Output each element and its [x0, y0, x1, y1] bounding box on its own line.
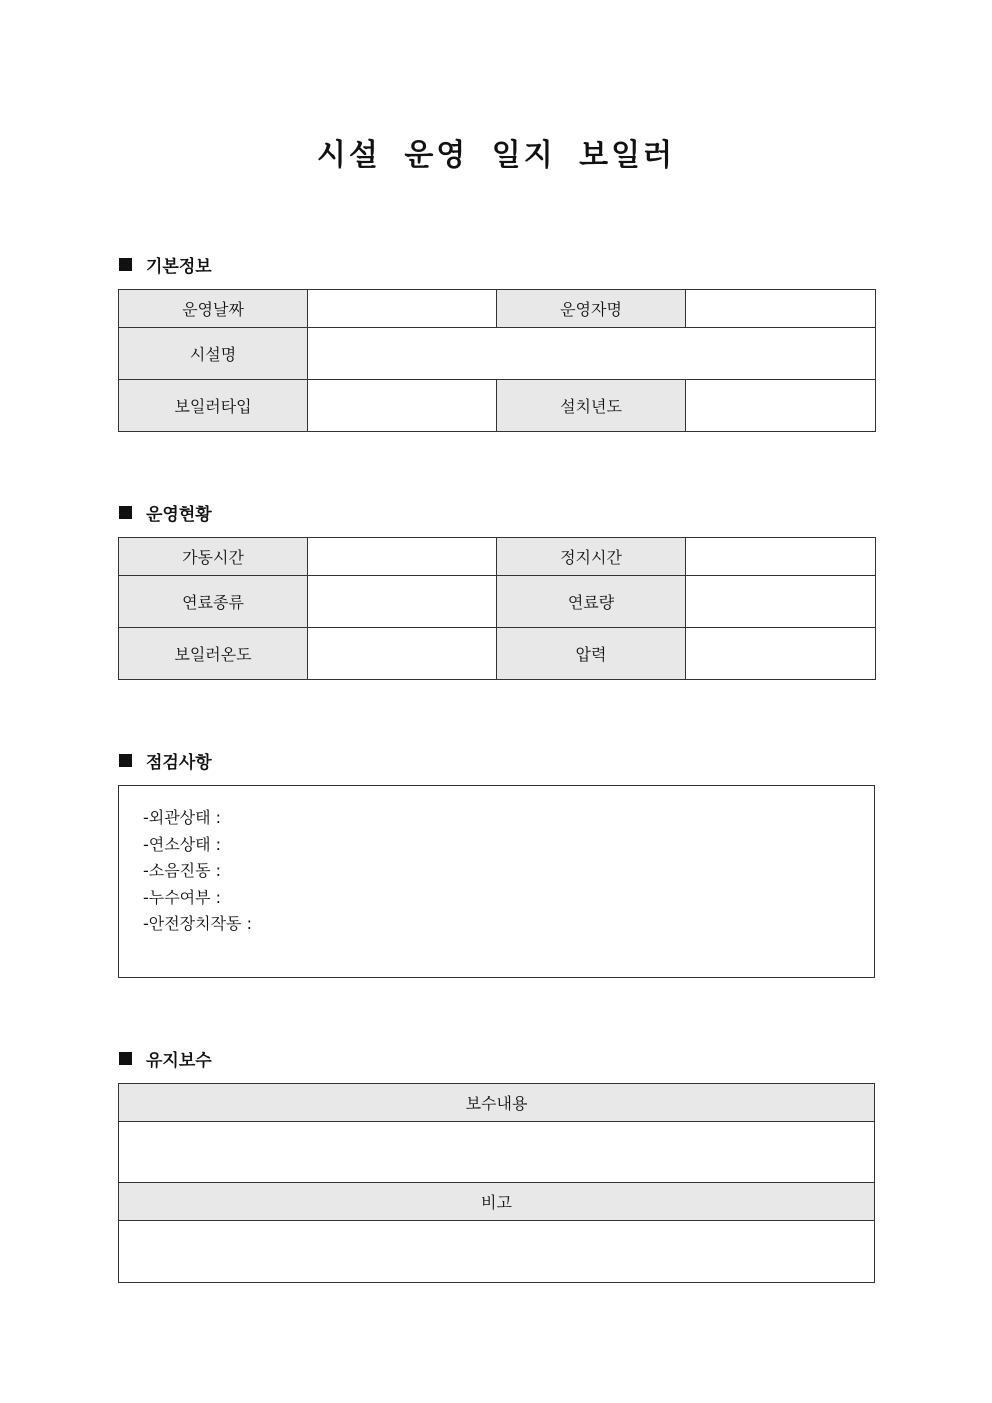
operator-name-label: 운영자명 — [497, 290, 686, 328]
table-row — [119, 1183, 875, 1221]
remarks-label: 비고 — [119, 1183, 875, 1221]
section-heading-label: 유지보수 — [146, 1050, 212, 1071]
list-item: -소음진동 : — [143, 861, 222, 880]
section-heading-basic-info — [119, 252, 212, 276]
table-row — [119, 1084, 875, 1122]
operation-date-field[interactable] — [308, 290, 497, 328]
fuel-type-label: 연료종류 — [119, 576, 308, 628]
maintenance-table — [118, 1083, 875, 1283]
pressure-label: 압력 — [497, 628, 686, 680]
list-item: -연소상태 : — [143, 834, 222, 854]
black-square-icon — [119, 754, 132, 767]
stop-time-field[interactable] — [686, 538, 876, 576]
remarks-field[interactable] — [119, 1221, 875, 1283]
fuel-amount-label: 연료량 — [497, 576, 686, 628]
install-year-field[interactable] — [686, 380, 876, 432]
table-row — [119, 1221, 875, 1283]
section-heading-label: 기본정보 — [146, 256, 212, 277]
table-row — [119, 328, 876, 380]
inspection-box[interactable] — [118, 785, 875, 978]
list-item: -안전장치작동 : — [143, 914, 252, 933]
running-time-label: 가동시간 — [119, 538, 308, 576]
operation-status-table — [118, 537, 876, 680]
fuel-amount-field[interactable] — [686, 576, 876, 628]
section-heading-operation-status — [119, 500, 212, 524]
repair-content-field[interactable] — [119, 1122, 875, 1183]
page-title: 시설 운영 일지 보일러 — [316, 138, 676, 173]
boiler-type-label: 보일러타입 — [119, 380, 308, 432]
table-row — [119, 576, 876, 628]
section-heading-label: 운영현황 — [146, 504, 212, 525]
section-heading-inspection — [119, 748, 212, 772]
operator-name-field[interactable] — [686, 290, 876, 328]
running-time-field[interactable] — [308, 538, 497, 576]
list-item: -누수여부 : — [143, 887, 222, 907]
boiler-type-field[interactable] — [308, 380, 497, 432]
black-square-icon — [119, 1052, 132, 1065]
boiler-temp-field[interactable] — [308, 628, 497, 680]
list-item: -외관상태 : — [143, 808, 222, 827]
operation-date-label: 운영날짜 — [119, 290, 308, 328]
table-row — [119, 538, 876, 576]
inspection-list — [143, 805, 252, 938]
black-square-icon — [119, 258, 132, 271]
install-year-label: 설치년도 — [497, 380, 686, 432]
section-heading-maintenance — [119, 1046, 212, 1070]
table-row — [119, 628, 876, 680]
boiler-temp-label: 보일러온도 — [119, 628, 308, 680]
section-heading-label: 점검사항 — [146, 752, 212, 773]
table-row — [119, 1122, 875, 1183]
fuel-type-field[interactable] — [308, 576, 497, 628]
table-row — [119, 290, 876, 328]
stop-time-label: 정지시간 — [497, 538, 686, 576]
black-square-icon — [119, 506, 132, 519]
pressure-field[interactable] — [686, 628, 876, 680]
basic-info-table — [118, 289, 876, 432]
facility-name-label: 시설명 — [119, 328, 308, 380]
table-row — [119, 380, 876, 432]
repair-content-label: 보수내용 — [119, 1084, 875, 1122]
facility-name-field[interactable] — [308, 328, 876, 380]
